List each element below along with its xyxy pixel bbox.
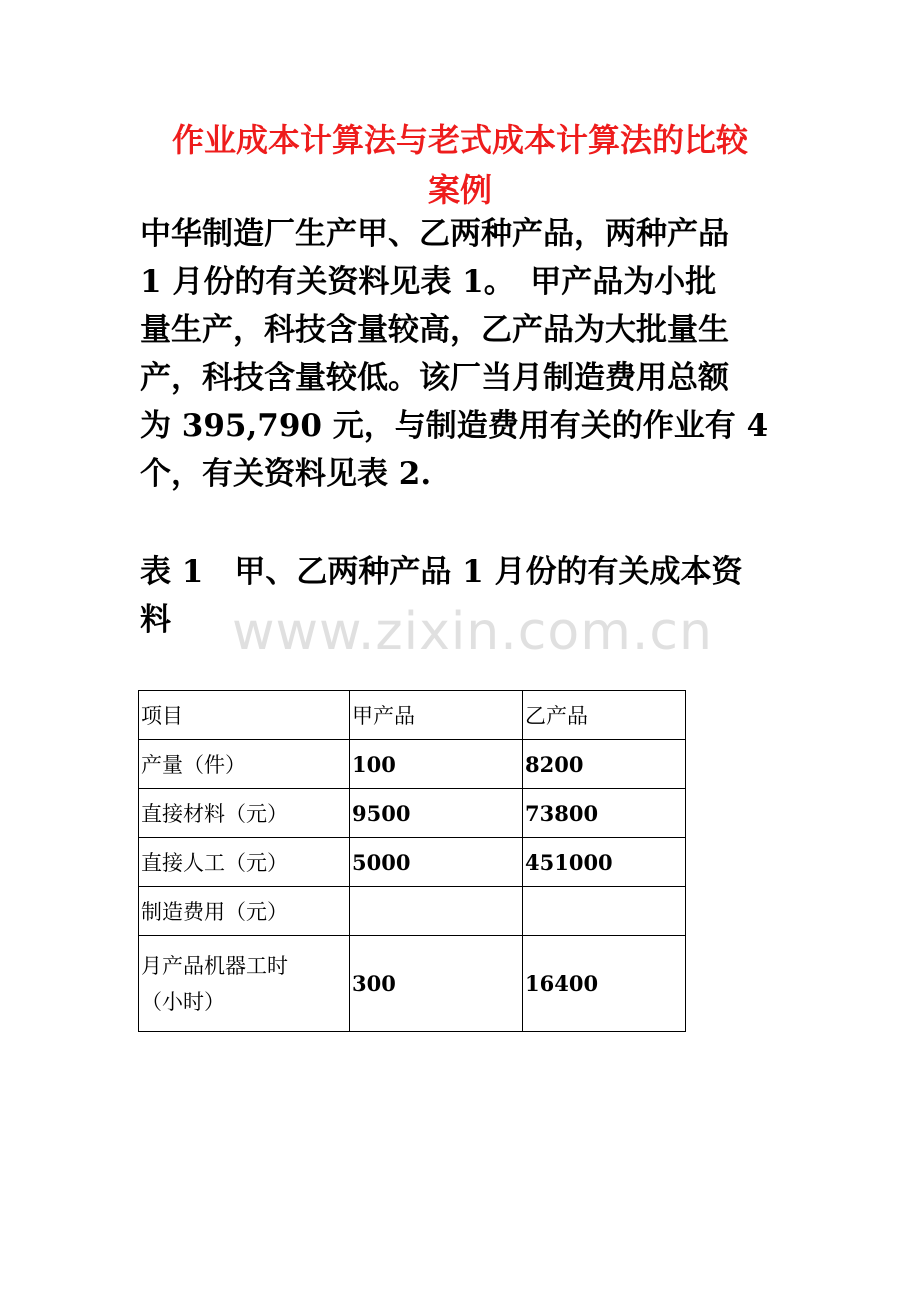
intro-line: 为 395,790 元，与制造费用有关的作业有 4 (140, 408, 769, 444)
table-row (139, 789, 686, 838)
caption-line: 表 1 甲、乙两种产品 1 月份的有关成本资 (140, 554, 743, 590)
title-line-1: 作业成本计算法与老式成本计算法的比较 (171, 121, 748, 159)
title-line-2: 案例 (427, 171, 492, 209)
cost-table (138, 690, 686, 1032)
table-row (139, 740, 686, 789)
cell-product-a: 100 (350, 740, 523, 789)
watermark: www.zixin.com.cn (232, 602, 713, 662)
caption-line: 料 (140, 602, 171, 638)
intro-paragraph (140, 210, 790, 498)
cell-product-a: 300 (350, 936, 523, 1032)
table-row (139, 838, 686, 887)
header-cell: 项目 (139, 691, 350, 740)
cell-product-b: 16400 (523, 936, 686, 1032)
cell-product-b: 451000 (523, 838, 686, 887)
cell-product-a (350, 887, 523, 936)
row-label: 产量（件） (139, 740, 350, 789)
cell-product-b (523, 887, 686, 936)
intro-line: 1 月份的有关资料见表 1。 甲产品为小批 (140, 264, 717, 300)
intro-line: 个，有关资料见表 2. (140, 456, 432, 492)
table-header-row (139, 691, 686, 740)
row-label (139, 936, 350, 1032)
page-title (140, 115, 780, 215)
row-label: 直接材料（元） (139, 789, 350, 838)
row-label: 制造费用（元） (139, 887, 350, 936)
intro-line: 量生产，科技含量较高，乙产品为大批量生 (140, 312, 729, 348)
intro-line: 中华制造厂生产甲、乙两种产品，两种产品 (140, 216, 729, 252)
cell-product-b: 73800 (523, 789, 686, 838)
table-row (139, 887, 686, 936)
header-cell: 甲产品 (350, 691, 523, 740)
intro-line: 产，科技含量较低。该厂当月制造费用总额 (140, 360, 729, 396)
cell-product-a: 9500 (350, 789, 523, 838)
cell-product-a: 5000 (350, 838, 523, 887)
row-label-line: （小时） (141, 989, 225, 1014)
cell-product-b: 8200 (523, 740, 686, 789)
table-row (139, 936, 686, 1032)
header-cell: 乙产品 (523, 691, 686, 740)
row-label-line: 月产品机器工时 (141, 953, 288, 978)
row-label: 直接人工（元） (139, 838, 350, 887)
